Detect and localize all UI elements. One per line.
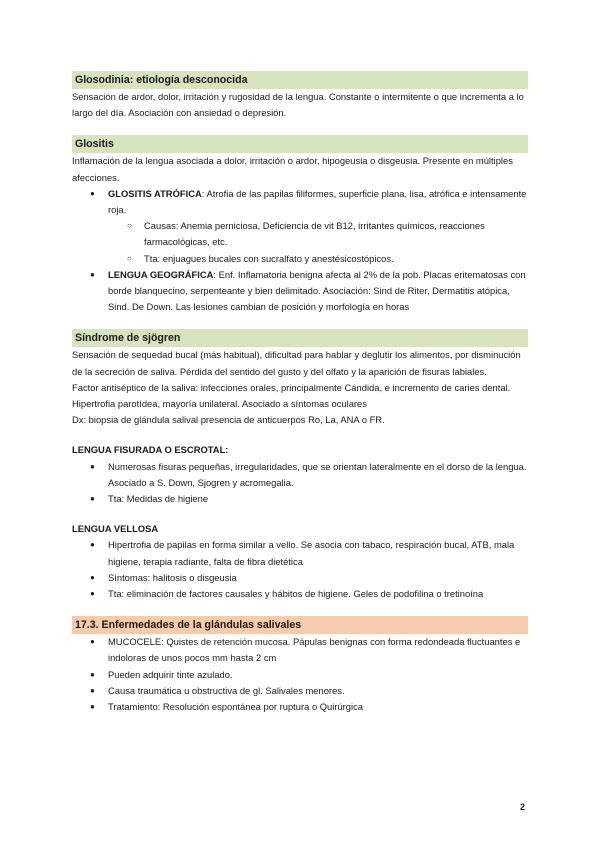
bullet-icon: ● — [90, 685, 95, 695]
list-item-text: Hipertrofia de papilas en forma similar a vello. Se asocia con tabaco, respiración bucal, ATB, mala higiene, terapia radiante, falta de fibra dietética — [108, 539, 515, 567]
section-heading-glositis: Glositis — [72, 135, 528, 153]
bullet-icon: ● — [90, 269, 95, 279]
list-item — [72, 459, 528, 491]
bullet-icon: ● — [90, 461, 95, 471]
subheading-lengua-vellosa: LENGUA VELLOSA — [72, 523, 159, 535]
bullet-icon: ● — [90, 669, 95, 679]
bullet-icon: ● — [90, 572, 95, 582]
list-item-text: Tta: eliminación de factores causales y hábitos de higiene. Geles de podofilina o tretinoína — [108, 588, 484, 600]
bullet-icon: ● — [90, 540, 95, 550]
definition-lengua-geografica: : Enf. Inflamatoria benigna afecta al 2% de la pob. Placas eritematosas con borde blanquecino, serpenteante y bien delimitado. Asociación: Sind de Riter, Dermatitis atópica, Sind. De Down. Las lesiones cambian de posición y morfología en horas — [108, 268, 526, 313]
list-item-text: Numerosas fisuras pequeñas, irregularidades, que se orientan lateralmente en el dorso de la lengua. Asociado a S. Down, Sjogren y acromegalia. — [108, 460, 527, 488]
list-item-text: Tratamiento: Resolución espontánea por ruptura o Quirúrgica — [108, 701, 364, 713]
list-item — [72, 586, 528, 602]
list-item — [72, 491, 528, 507]
list-item — [72, 537, 528, 569]
list-item — [72, 267, 528, 316]
bullet-icon: ● — [90, 637, 95, 647]
bullet-icon: ● — [90, 702, 95, 712]
term-lengua-geografica: LENGUA GEOGRÁFICA — [108, 268, 214, 280]
list-item — [72, 570, 528, 586]
section-heading-sjogren: Síndrome de sjögren — [72, 329, 528, 347]
term-glositis-atrofica: GLOSITIS ATRÓFICA — [108, 187, 202, 199]
section-heading-glandulas-salivales: 17.3. Enfermedades de la glándulas salivales — [72, 616, 528, 634]
definition-glositis-atrofica: : Atrofia de las papilas filiformes, superficie plana, lisa, atrófica e intensamente roja. — [108, 187, 527, 216]
list-item — [72, 667, 528, 683]
list-item-text: Pueden adquirir tinte azulado. — [108, 668, 233, 680]
list-item — [72, 186, 528, 218]
list-item — [72, 218, 528, 250]
list-item — [72, 683, 528, 699]
tratamiento-text: Tta: enjuagues bucales con sucralfato y anestésicostópicos. — [144, 252, 394, 264]
circle-bullet-icon: ○ — [127, 221, 132, 231]
paragraph-sjogren-1: Sensación de sequedad bucal (más habitual), dificultad para hablar y deglutir los alimentos, por disminución de la secreción de saliva. Pérdida del sentido del gusto y del olfato y la aparición de fisuras labiales. — [72, 349, 521, 377]
list-item-text: Causa traumática u obstructiva de gl. Salivales menores. — [108, 684, 345, 696]
list-item — [72, 251, 528, 267]
subheading-lengua-fisurada: LENGUA FISURADA O ESCROTAL: — [72, 444, 229, 456]
paragraph-sjogren-3: Dx: biopsia de glándula salival presencia de anticuerpos Ro, La, ANA o FR. — [72, 414, 385, 426]
paragraph-glosodinia: Sensación de ardor, dolor, irritación y rugosidad de la lengua. Constante o intermitente o que incrementa a lo largo del día. Asociación con ansiedad o depresión. — [72, 91, 524, 119]
bullet-icon: ● — [90, 188, 95, 198]
list-item-text: Tta: Medidas de higiene — [108, 493, 209, 505]
list-item-text: MUCOCELE: Quistes de retención mucosa. Pápulas benignas con forma redondeada fluctuantes e indoloras de unos pocos mm hasta 2 cm — [108, 636, 521, 664]
list-item-text: Síntomas: halitosis o disgeusia — [108, 571, 237, 583]
list-item — [72, 699, 528, 715]
paragraph-glositis: Inflamación de la lengua asociada a dolor, irritación o ardor, hipogeusia o disgeusia. Presente en múltiples afecciones. — [72, 155, 513, 183]
bullet-icon: ● — [90, 494, 95, 504]
document-page — [72, 71, 528, 715]
page-number: 2 — [520, 802, 526, 812]
list-item — [72, 634, 528, 666]
bullet-icon: ● — [90, 589, 95, 599]
section-heading-glosodinia: Glosodinia: etiología desconocida — [72, 71, 528, 89]
causas-text: Causas: Anemia perniciosa, Deficiencia de vit B12, irritantes químicos, reacciones farmacológicas, etc. — [144, 220, 485, 248]
circle-bullet-icon: ○ — [127, 253, 132, 263]
paragraph-sjogren-2: Factor antiséptico de la saliva: infecciones orales, principalmente Cándida, e incremento de caries dental. Hipertrofia parotídea, mayoría unilateral. Asociado a síntomas oculares — [72, 381, 511, 410]
